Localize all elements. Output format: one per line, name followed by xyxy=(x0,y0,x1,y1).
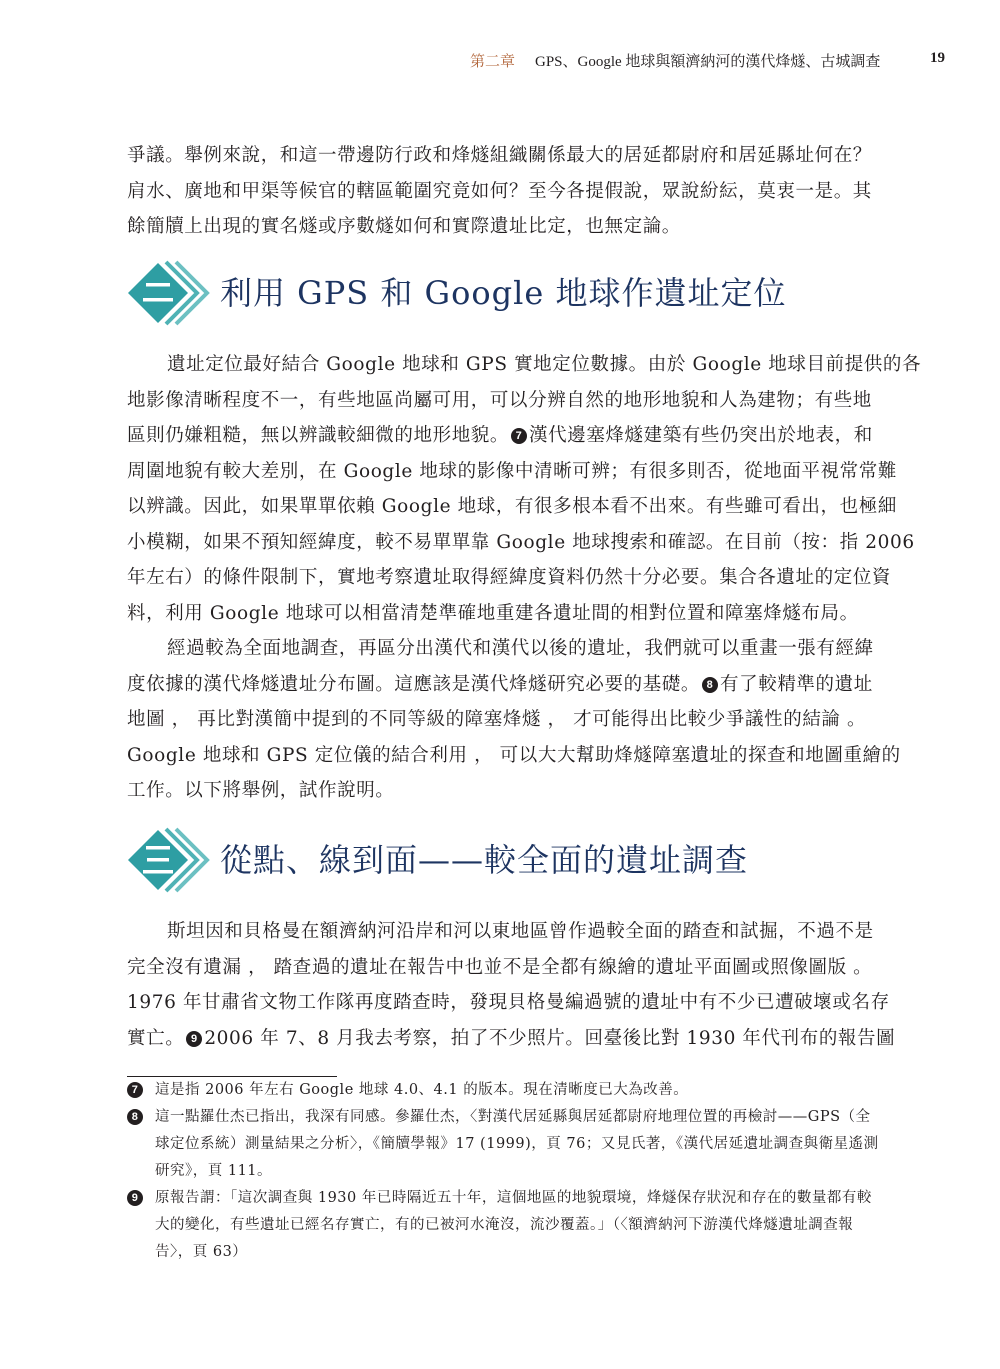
text-line: 經過較為全面地調查，再區分出漢代和漢代以後的遺址，我們就可以重畫一張有經緯 xyxy=(167,638,874,659)
text-line: 遺址定位最好結合 Google 地球和 GPS 實地定位數據。由於 Google 地球目前提供的各 xyxy=(167,354,922,375)
footnote-line: 原報告謂：「這次調查與 1930 年已時隔近五十年，這個地區的地貌環境，烽燧保存狀況和存在的數量都有較 xyxy=(155,1190,872,1206)
page-number: 19 xyxy=(930,50,945,66)
text-line: 斯坦因和貝格曼在額濟納河沿岸和河以東地區曾作過較全面的踏查和試掘，不過不是 xyxy=(167,921,874,942)
section-3-paragraph xyxy=(127,914,897,1056)
text-line: 實亡。 9 2006 年 7、8 月我去考察，拍了不少照片。回臺後比對 1930 年代刊布的報告圖 xyxy=(127,1027,896,1049)
footnote-line: 告〉，頁 63） xyxy=(155,1244,248,1260)
text-line: Google 地球和 GPS 定位儀的結合利用 ， 可以大大幫助烽燧障塞遺址的探查和地圖重繪的 xyxy=(127,744,901,766)
text-line: 以辨識。因此，如果單單依賴 Google 地球，有很多根本看不出來。有些雖可看出，也極細 xyxy=(127,496,897,517)
footnote-ref-7[interactable]: 7 xyxy=(511,428,527,444)
section-2-paragraph-1 xyxy=(127,347,922,631)
section-number-diamond-icon xyxy=(124,825,216,895)
section-heading-3 xyxy=(124,825,824,895)
footnote-8 xyxy=(127,1104,897,1185)
footnote-9 xyxy=(127,1185,897,1266)
footnote-line: 研究》，頁 111。 xyxy=(155,1163,273,1179)
text-line: 年左右）的條件限制下，實地考察遺址取得經緯度資料仍然十分必要。集合各遺址的定位資 xyxy=(127,567,892,588)
section-title: 利用 GPS 和 Google 地球作遺址定位 xyxy=(220,274,787,312)
footnotes xyxy=(127,1077,897,1266)
running-head-chapter: 第二章 xyxy=(470,54,516,70)
section-heading-2 xyxy=(124,258,824,328)
footnote-line: 大的變化，有些遺址已經名存實亡，有的已被河水淹沒，流沙覆蓋。」（〈額濟納河下游漢代烽燧遺址調查報 xyxy=(155,1217,854,1233)
text-line: 周圍地貌有較大差別，在 Google 地球的影像中清晰可辨；有很多則否，從地面平視常常難 xyxy=(127,460,897,482)
footnote-line: 這是指 2006 年左右 Google 地球 4.0、4.1 的版本。現在清晰度已大為改善。 xyxy=(155,1082,689,1098)
footnote-marker: 7 xyxy=(127,1082,143,1098)
footnote-7 xyxy=(127,1077,897,1104)
text-line: 餘簡牘上出現的實名燧或序數燧如何和實際遺址比定，也無定論。 xyxy=(127,216,681,237)
text-line: 地圖 ， 再比對漢簡中提到的不同等級的障塞烽燧 ， 才可能得出比較少爭議性的結論 。 xyxy=(127,709,867,730)
text-line: 度依據的漢代烽燧遺址分布圖。這應該是漢代烽燧研究必要的基礎。 8 有了較精準的遺址 xyxy=(127,673,873,695)
footnote-line: 球定位系統）測量結果之分析〉，《簡牘學報》17 (1999)，頁 76；又見氏著，《漢代居延遺址調查與衛星遙測 xyxy=(155,1136,879,1152)
footnote-line: 這一點羅仕杰已指出，我深有同感。參羅仕杰，〈對漢代居延縣與居延都尉府地理位置的再檢討——GPS（全 xyxy=(155,1109,871,1125)
text-line: 完全沒有遺漏 ， 踏查過的遺址在報告中也並不是全都有線繪的遺址平面圖或照像圖版 。 xyxy=(127,956,873,978)
section-2-paragraph-2 xyxy=(127,631,901,809)
intro-paragraph xyxy=(127,138,897,245)
text-line: 1976 年甘肅省文物工作隊再度踏查時，發現貝格曼編過號的遺址中有不少已遭破壞或名存 xyxy=(127,992,890,1013)
text-line: 工作。以下將舉例，試作說明。 xyxy=(127,780,395,801)
text-line: 肩水、廣地和甲渠等候官的轄區範圍究竟如何？至今各提假說，眾說紛紜，莫衷一是。其 xyxy=(127,180,872,202)
footnote-ref-9[interactable]: 9 xyxy=(186,1031,202,1047)
text-line: 料，利用 Google 地球可以相當清楚準確地重建各遺址間的相對位置和障塞烽燧布局。 xyxy=(127,602,859,624)
running-head xyxy=(0,48,1000,72)
footnote-marker: 8 xyxy=(127,1109,143,1125)
footnote-marker: 9 xyxy=(127,1190,143,1206)
text-line: 小模糊，如果不預知經緯度，較不易單單靠 Google 地球搜索和確認。在目前（按：指 2006 xyxy=(127,531,915,553)
section-number-diamond-icon xyxy=(124,258,216,328)
text-line: 區則仍嫌粗糙，無以辨識較細微的地形地貌。 7 漢代邊塞烽燧建築有些仍突出於地表，和 xyxy=(127,425,873,446)
text-line: 爭議。舉例來說，和這一帶邊防行政和烽燧組織關係最大的居延都尉府和居延縣址何在？ xyxy=(127,145,872,166)
text-line: 地影像清晰程度不一，有些地區尚屬可用，可以分辨自然的地形地貌和人為建物；有些地 xyxy=(127,389,872,411)
footnote-ref-8[interactable]: 8 xyxy=(702,677,718,693)
section-title: 從點、線到面——較全面的遺址調查 xyxy=(220,841,749,879)
running-head-title: GPS、Google 地球與額濟納河的漢代烽燧、古城調查 xyxy=(535,54,881,70)
